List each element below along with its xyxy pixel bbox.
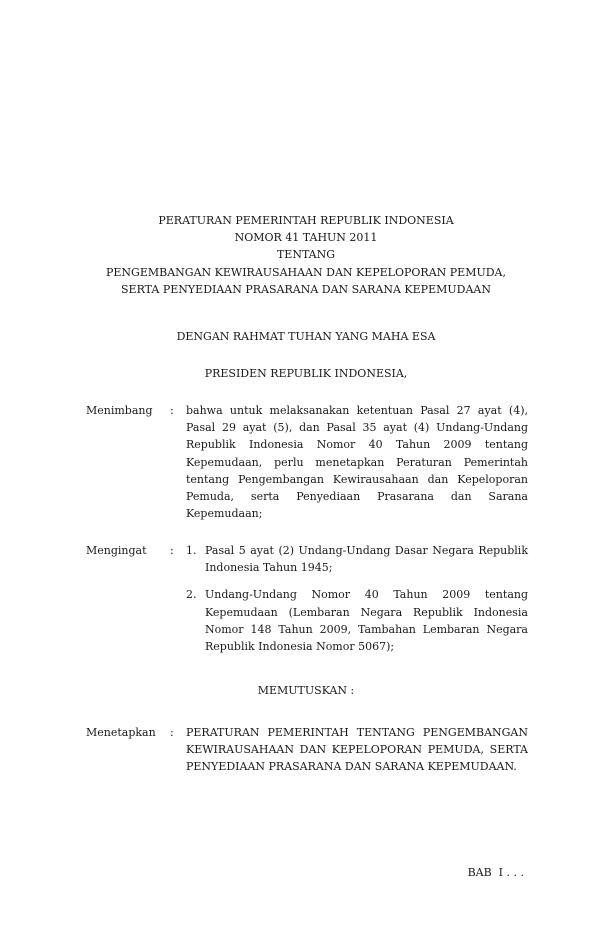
list-item-text: Pasal 5 ayat (2) Undang-Undang Dasar Negara Republik Indonesia Tahun 1945;: [205, 544, 528, 575]
heading-tentang: TENTANG: [276, 248, 336, 262]
heading-subject-line2: SERTA PENYEDIAAN PRASARANA DAN SARANA KEPEMUDAAN: [121, 282, 491, 296]
menetapkan-colon: :: [170, 726, 174, 739]
mengingat-colon: :: [170, 544, 174, 557]
menimbang-text: bahwa untuk melaksanakan ketentuan Pasal 27 ayat (4), Pasal 29 ayat (5), dan Pasal 35 ayat (4) Undang-Undang Republik Indonesia Nomor 40 Tahun 2009 tentang Kepemudaan, perlu menetapkan Peraturan Pemerintah tentang Pengembangan Kewirausahaan dan Kepeloporan Pemuda, serta Penyediaan Prasarana dan Sarana Kepemudaan;: [186, 404, 528, 521]
list-item-number: 1.: [186, 544, 197, 557]
heading-title: PERATURAN PEMERINTAH REPUBLIK INDONESIA: [158, 214, 454, 227]
list-item: [186, 542, 528, 576]
list-item: [186, 586, 528, 655]
invocation: DENGAN RAHMAT TUHAN YANG MAHA ESA: [176, 330, 436, 343]
heading-subject-line1: PENGEMBANGAN KEWIRAUSAHAAN DAN KEPELOPORAN PEMUDA,: [106, 265, 506, 279]
memutuskan-heading: MEMUTUSKAN :: [257, 684, 355, 697]
mengingat-label: Mengingat: [86, 544, 147, 557]
page-continuation-marker: BAB I . . .: [467, 866, 524, 879]
list-item-text: Undang-Undang Nomor 40 Tahun 2009 tentang Kepemudaan (Lembaran Negara Republik Indonesia Nomor 148 Tahun 2009, Tambahan Lembaran Negara Republik Indonesia Nomor 5067);: [205, 588, 528, 654]
heading-number: NOMOR 41 TAHUN 2011: [234, 231, 378, 245]
document-heading: [0, 212, 612, 298]
president-title: PRESIDEN REPUBLIK INDONESIA,: [204, 367, 408, 380]
menimbang-colon: :: [170, 404, 174, 417]
mengingat-list: [186, 542, 528, 665]
menetapkan-label: Menetapkan: [86, 726, 156, 739]
menimbang-label: Menimbang: [86, 404, 153, 417]
list-item-number: 2.: [186, 588, 197, 602]
menetapkan-text: PERATURAN PEMERINTAH TENTANG PENGEMBANGAN KEWIRAUSAHAAN DAN KEPELOPORAN PEMUDA, SERTA PENYEDIAAN PRASARANA DAN SARANA KEPEMUDAAN.: [186, 726, 528, 774]
